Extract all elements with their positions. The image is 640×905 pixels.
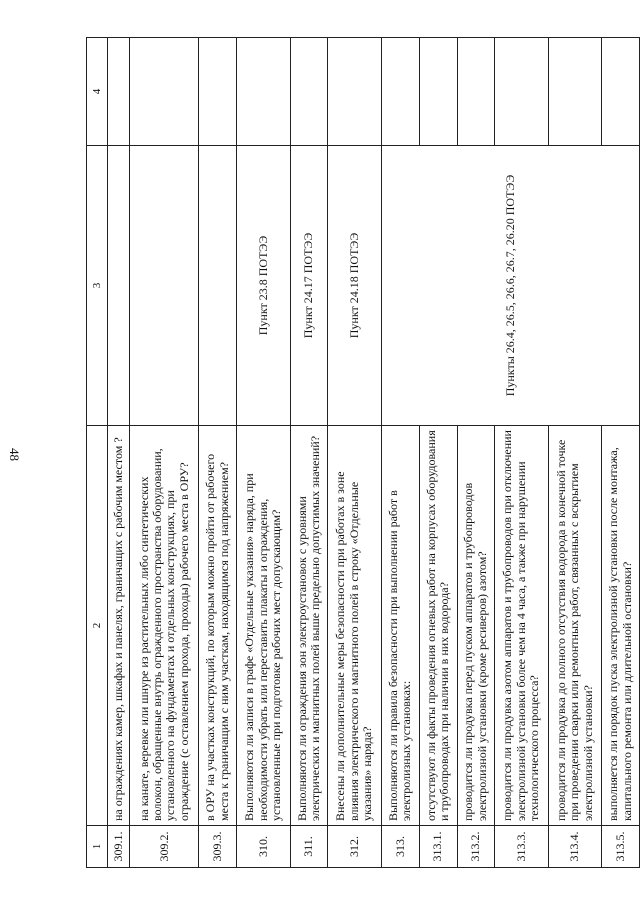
table-row (237, 38, 290, 868)
row-note (457, 38, 495, 146)
row-number: 313.1. (419, 826, 457, 868)
row-question: Выполняются ли правила безопасности при выполнении работ в электролизных установках: (381, 426, 419, 826)
row-note (108, 38, 130, 146)
row-question: Внесены ли дополнительные меры безопасности при работах в зоне влияния электрического и магнитного полей в строку «Отдельные указания» наряда? (328, 426, 381, 826)
row-reference (199, 146, 237, 426)
row-note (495, 38, 548, 146)
row-question: проводится ли продувка до полного отсутствия водорода в конечной точке при проведении сварки или ремонтных работ, связанных с вскрытием электролизной установки? (548, 426, 601, 826)
table-row (328, 38, 381, 868)
row-number: 309.3. (199, 826, 237, 868)
row-number: 309.1. (108, 826, 130, 868)
row-question: проводится ли продувка перед пуском аппаратов и трубопроводов электролизной установки (кроме ресиверов) азотом? (457, 426, 495, 826)
row-note (602, 38, 640, 146)
row-reference (108, 146, 130, 426)
row-number: 313.5. (602, 826, 640, 868)
row-note (381, 38, 419, 146)
row-number: 313.3. (495, 826, 548, 868)
row-number: 309.2. (130, 826, 199, 868)
row-note (419, 38, 457, 146)
rotated-table-wrapper (86, 38, 640, 868)
row-question: на канате, веревке или шнуре из растительных либо синтетических волокон, обращенные внутрь огражденного пространства оборудовании, установленного на фундаментах и отдельных конструкциях, при ограждение (с оставлением прохода, проходы) рабочего места в ОРУ? (130, 426, 199, 826)
row-number: 313.2. (457, 826, 495, 868)
row-number: 313.4. (548, 826, 601, 868)
row-reference (130, 146, 199, 426)
row-reference: Пункт 24.18 ПОТЭЭ (328, 146, 381, 426)
table-row (290, 38, 328, 868)
row-number: 310. (237, 826, 290, 868)
row-question: в ОРУ на участках конструкций, по которым можно пройти от рабочего места к граничащим с ним участкам, находящимся под напряжением? (199, 426, 237, 826)
header-col-4: 4 (87, 38, 108, 146)
row-question: Выполняются ли записи в графе «Отдельные указания» наряда, при необходимости убрать или переставить плакаты и ограждения, установленные при подготовке рабочих мест допускающим? (237, 426, 290, 826)
merged-reference-313: Пункты 26.4, 26.5, 26.6, 26.7, 26.20 ПОТЭЭ (381, 146, 639, 426)
page-number: 48 (7, 448, 22, 461)
row-reference: Пункт 24.17 ПОТЭЭ (290, 146, 328, 426)
table-header-row (87, 38, 108, 868)
row-question: выполняется ли порядок пуска электролизной установки после монтажа, капитального ремонта или длительной остановки? (602, 426, 640, 826)
row-note (328, 38, 381, 146)
row-number: 313. (381, 826, 419, 868)
row-note (130, 38, 199, 146)
row-number: 312. (328, 826, 381, 868)
requirements-table (86, 37, 640, 868)
row-reference: Пункт 23.8 ПОТЭЭ (237, 146, 290, 426)
row-question: проводится ли продувка азотом аппаратов и трубопроводов при отключении электролизной установки более чем на 4 часа, а также при нарушении технологического процесса? (495, 426, 548, 826)
table-row (199, 38, 237, 868)
row-question: на ограждениях камер, шкафах и панелях, граничащих с рабочим местом ? (108, 426, 130, 826)
table-area (86, 38, 640, 868)
row-question: отсутствуют ли факты проведения огневых работ на корпусах оборудования и трубопроводах при наличии в них водорода? (419, 426, 457, 826)
row-note (290, 38, 328, 146)
row-number: 311. (290, 826, 328, 868)
row-note (199, 38, 237, 146)
header-col-2: 2 (87, 426, 108, 826)
table-row (130, 38, 199, 868)
table-row (108, 38, 130, 868)
table-row (381, 38, 419, 868)
row-note (548, 38, 601, 146)
row-question: Выполняются ли ограждения зон электроустановок с уровнями электрических и магнитных полей выше предельно допустимых значений? (290, 426, 328, 826)
row-note (237, 38, 290, 146)
header-col-3: 3 (87, 146, 108, 426)
header-col-1: 1 (87, 826, 108, 868)
